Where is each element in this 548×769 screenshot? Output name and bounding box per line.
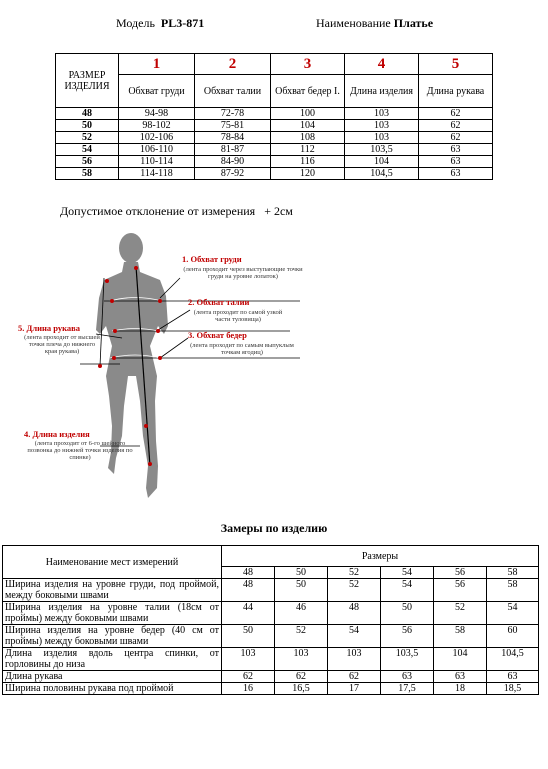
value-cell: 75-81 xyxy=(195,120,271,132)
annotation-4-note: (лента проходит от 6-го шейного позвонка до нижней точки изделия по спинке) xyxy=(27,440,133,461)
value-cell: 63 xyxy=(419,144,493,156)
size-row xyxy=(56,132,493,144)
size-header-cell: 56 xyxy=(434,567,487,579)
value-cell: 103 xyxy=(345,108,419,120)
sizes-header: Размеры xyxy=(222,546,539,567)
value-cell: 84-90 xyxy=(195,156,271,168)
measurement-value: 63 xyxy=(381,671,434,683)
value-cell: 106-110 xyxy=(119,144,195,156)
measurement-row xyxy=(3,683,539,695)
product-measurements-title: Замеры по изделию xyxy=(220,521,328,535)
measurement-value: 103,5 xyxy=(381,648,434,671)
measurement-value: 17,5 xyxy=(381,683,434,695)
value-cell: 62 xyxy=(419,108,493,120)
product-measurements-table xyxy=(2,545,539,695)
size-chart-table xyxy=(55,53,493,180)
measurement-value: 48 xyxy=(328,602,381,625)
name-value: Платье xyxy=(393,16,434,30)
measurement-value: 52 xyxy=(434,602,487,625)
size-row xyxy=(56,108,493,120)
measurement-name: Ширина половины рукава под проймой xyxy=(3,683,222,695)
col-label: Обхват груди xyxy=(119,75,195,108)
measurement-value: 52 xyxy=(275,625,328,648)
annotation-2-note: (лента проходит по самой узкой части туловища) xyxy=(193,309,283,323)
annotation-5-title: 5. Длина рукава xyxy=(18,323,81,333)
value-cell: 72-78 xyxy=(195,108,271,120)
col-number: 5 xyxy=(419,54,493,75)
value-cell: 63 xyxy=(419,168,493,180)
size-header-cell: 48 xyxy=(222,567,275,579)
measurement-value: 63 xyxy=(487,671,539,683)
annotation-5-note: (лента проходит от высшей точки плеча до нижнего края рукава) xyxy=(24,334,100,355)
value-cell: 87-92 xyxy=(195,168,271,180)
col-label: Обхват бедер I. xyxy=(271,75,345,108)
size-cell: 48 xyxy=(56,108,119,120)
measurement-value: 48 xyxy=(222,579,275,602)
col-label: Длина рукава xyxy=(419,75,493,108)
measurement-value: 50 xyxy=(381,602,434,625)
measurement-value: 104 xyxy=(434,648,487,671)
tolerance-label: Допустимое отклонение от измерения xyxy=(60,204,256,218)
value-cell: 103 xyxy=(345,120,419,132)
measurement-value: 103 xyxy=(275,648,328,671)
value-cell: 120 xyxy=(271,168,345,180)
value-cell: 94-98 xyxy=(119,108,195,120)
measurement-value: 62 xyxy=(275,671,328,683)
model-value: PL3-871 xyxy=(160,16,205,30)
size-cell: 50 xyxy=(56,120,119,132)
measurement-value: 60 xyxy=(487,625,539,648)
size-row xyxy=(56,168,493,180)
size-cell: 56 xyxy=(56,156,119,168)
size-row xyxy=(56,120,493,132)
size-row xyxy=(56,156,493,168)
value-cell: 78-84 xyxy=(195,132,271,144)
measurement-value: 16,5 xyxy=(275,683,328,695)
tolerance-line xyxy=(60,204,293,219)
measurement-value: 44 xyxy=(222,602,275,625)
measurement-value: 104,5 xyxy=(487,648,539,671)
measurement-row xyxy=(3,579,539,602)
measurement-value: 62 xyxy=(222,671,275,683)
measurement-name: Длина рукава xyxy=(3,671,222,683)
size-header: РАЗМЕР ИЗДЕЛИЯ xyxy=(56,54,119,108)
measurement-value: 17 xyxy=(328,683,381,695)
measurement-value: 58 xyxy=(487,579,539,602)
measurement-name: Длина изделия вдоль центра спинки, от горловины до низа xyxy=(3,648,222,671)
value-cell: 63 xyxy=(419,156,493,168)
value-cell: 114-118 xyxy=(119,168,195,180)
value-cell: 104,5 xyxy=(345,168,419,180)
measurement-value: 50 xyxy=(222,625,275,648)
model-label: Модель xyxy=(116,16,155,30)
size-row xyxy=(56,144,493,156)
value-cell: 98-102 xyxy=(119,120,195,132)
size-header-cell: 50 xyxy=(275,567,328,579)
measurement-value: 54 xyxy=(328,625,381,648)
annotation-1-title: 1. Обхват груди xyxy=(182,254,242,264)
tolerance-value: + 2см xyxy=(264,204,293,218)
measurement-name: Ширина изделия на уровне груди, под проймой, между боковыми швами xyxy=(3,579,222,602)
measurement-value: 63 xyxy=(434,671,487,683)
col-label: Обхват талии xyxy=(195,75,271,108)
annotation-4-title: 4. Длина изделия xyxy=(24,429,90,439)
value-cell: 62 xyxy=(419,132,493,144)
value-cell: 103,5 xyxy=(345,144,419,156)
value-cell: 116 xyxy=(271,156,345,168)
col-number: 4 xyxy=(345,54,419,75)
value-cell: 100 xyxy=(271,108,345,120)
col-number: 1 xyxy=(119,54,195,75)
measurement-value: 54 xyxy=(487,602,539,625)
col-number: 2 xyxy=(195,54,271,75)
value-cell: 104 xyxy=(345,156,419,168)
size-cell: 54 xyxy=(56,144,119,156)
value-cell: 102-106 xyxy=(119,132,195,144)
model-line xyxy=(116,16,204,31)
annotation-2-title: 2. Обхват талии xyxy=(188,297,250,307)
name-label: Наименование xyxy=(316,16,391,30)
measurement-value: 56 xyxy=(434,579,487,602)
measurement-value: 16 xyxy=(222,683,275,695)
name-line xyxy=(316,16,433,31)
measurement-row xyxy=(3,648,539,671)
annotation-3-title: 3. Обхват бедер xyxy=(188,330,247,340)
measurement-value: 62 xyxy=(328,671,381,683)
measurement-figure xyxy=(0,226,548,506)
col-label: Длина изделия xyxy=(345,75,419,108)
measurement-value: 103 xyxy=(222,648,275,671)
measurement-row xyxy=(3,625,539,648)
col-number: 3 xyxy=(271,54,345,75)
measurement-value: 58 xyxy=(434,625,487,648)
value-cell: 110-114 xyxy=(119,156,195,168)
measurement-row xyxy=(3,602,539,625)
value-cell: 112 xyxy=(271,144,345,156)
value-cell: 108 xyxy=(271,132,345,144)
size-header-cell: 52 xyxy=(328,567,381,579)
measurement-name: Ширина изделия на уровне талии (18см от проймы) между боковыми швами xyxy=(3,602,222,625)
size-header-cell: 54 xyxy=(381,567,434,579)
annotation-3-note: (лента проходит по самым выпуклым точкам ягодиц) xyxy=(190,342,294,356)
annotation-1-note: (лента проходит через выступающие точки груди на уровне лопаток) xyxy=(183,266,303,280)
measurement-value: 18 xyxy=(434,683,487,695)
value-cell: 62 xyxy=(419,120,493,132)
size-cell: 52 xyxy=(56,132,119,144)
measurement-value: 46 xyxy=(275,602,328,625)
value-cell: 81-87 xyxy=(195,144,271,156)
measurement-value: 18,5 xyxy=(487,683,539,695)
measurement-name: Ширина изделия на уровне бедер (40 см от проймы) между боковыми швами xyxy=(3,625,222,648)
place-header: Наименование мест измерений xyxy=(3,546,222,579)
value-cell: 103 xyxy=(345,132,419,144)
measurement-value: 54 xyxy=(381,579,434,602)
size-header-cell: 58 xyxy=(487,567,539,579)
measurement-value: 103 xyxy=(328,648,381,671)
measurement-value: 52 xyxy=(328,579,381,602)
measurement-value: 56 xyxy=(381,625,434,648)
measurement-value: 50 xyxy=(275,579,328,602)
measurement-row xyxy=(3,671,539,683)
size-cell: 58 xyxy=(56,168,119,180)
value-cell: 104 xyxy=(271,120,345,132)
